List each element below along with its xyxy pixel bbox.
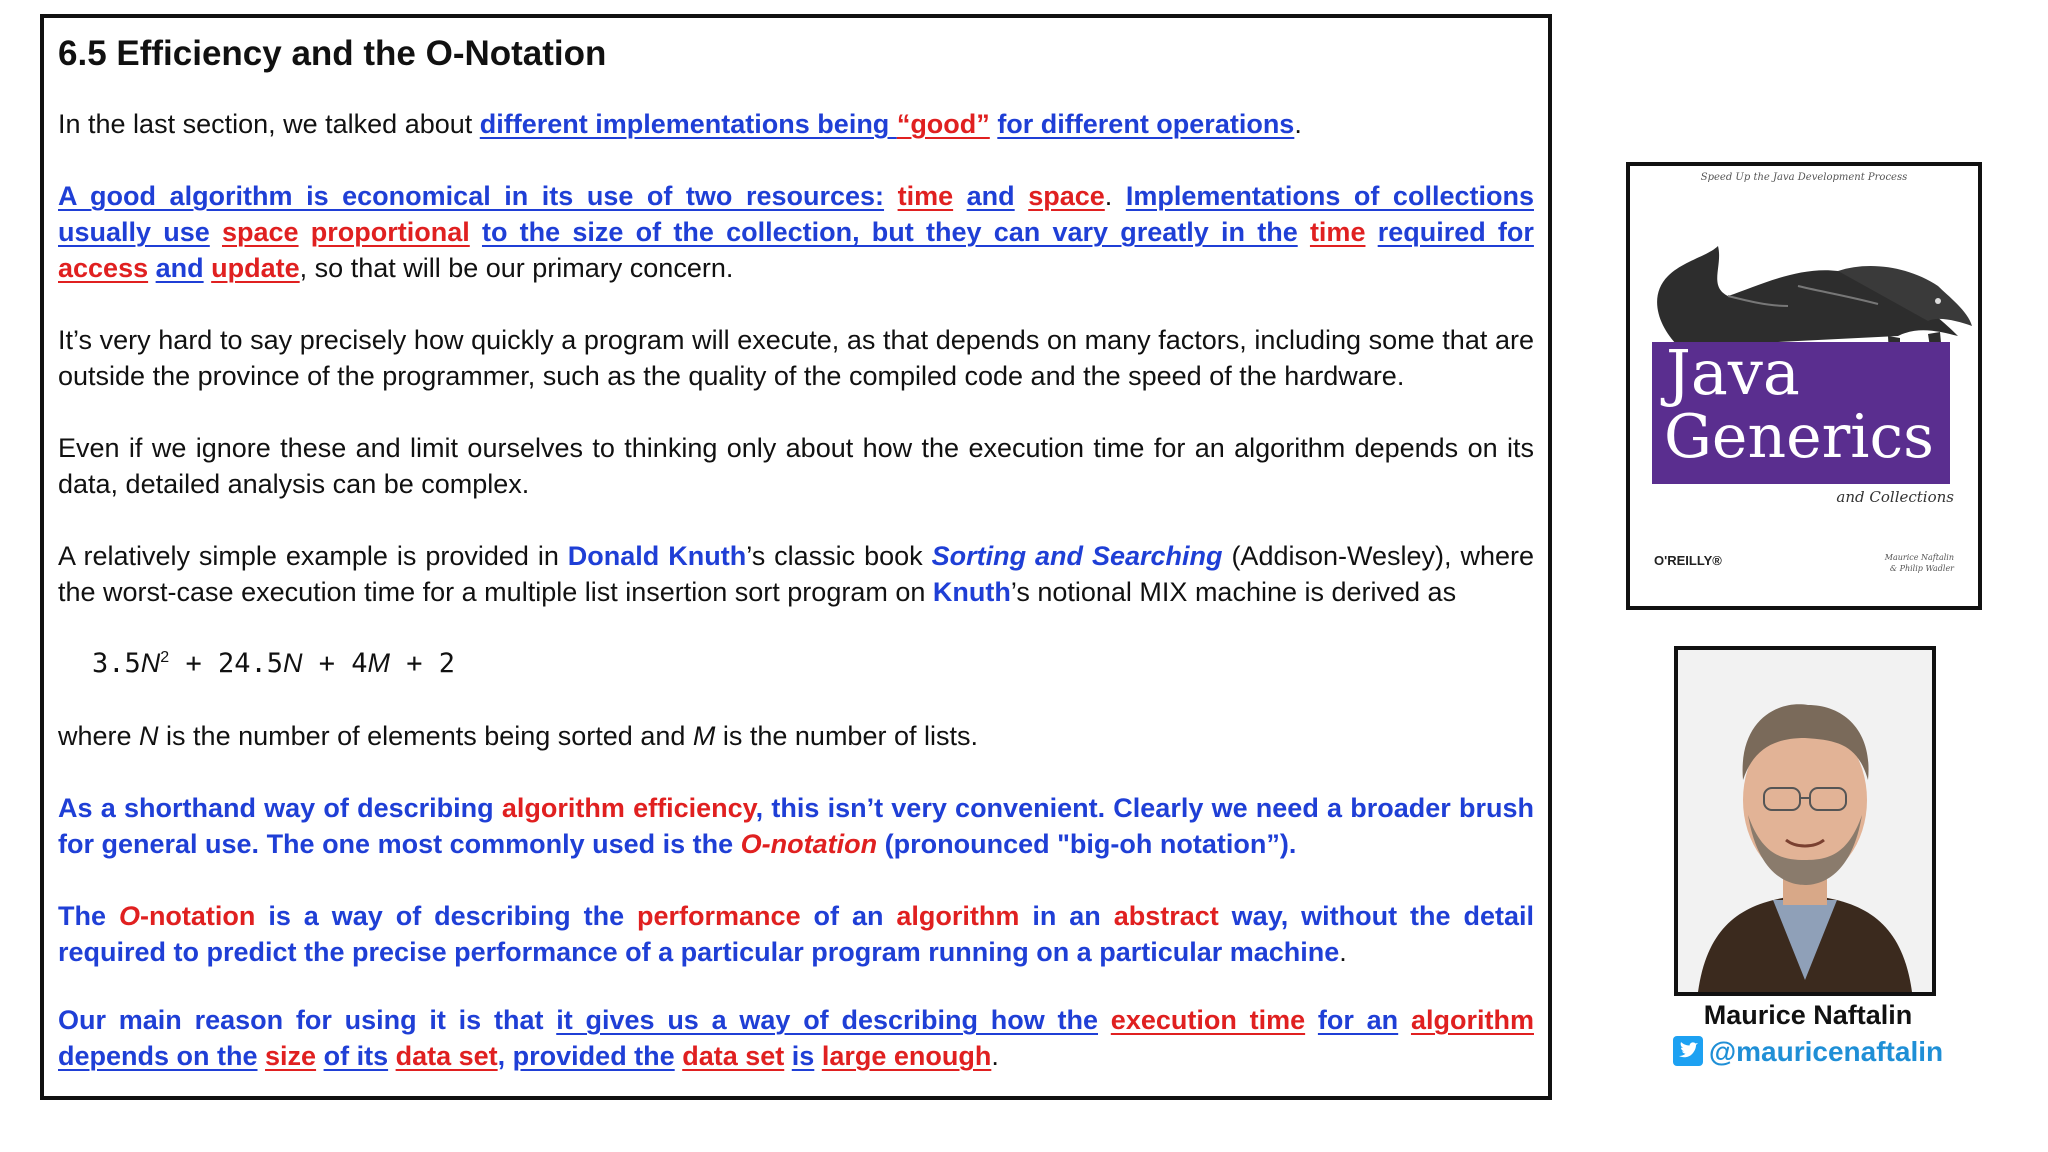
highlight-red: algorithm	[1410, 1005, 1534, 1035]
highlight-blue: it gives us a way of describing how the	[556, 1005, 1099, 1035]
book-author-2: & Philip Wadler	[1889, 564, 1954, 573]
text-span: ’s classic book	[746, 541, 932, 571]
text-span: , so that will be our primary concern.	[299, 253, 734, 283]
text-span	[1365, 217, 1377, 247]
text-span	[953, 181, 967, 211]
text-span: In the last section, we talked about	[58, 109, 480, 139]
text-span	[1098, 1005, 1111, 1035]
text-span: is a way of describing the	[255, 901, 638, 931]
formula-var: M	[367, 648, 391, 678]
highlight-blue: and	[155, 253, 204, 283]
text-span	[388, 1041, 396, 1071]
author-name-highlight: Donald Knuth	[567, 541, 747, 571]
highlight-blue: to the size of the collection, but they can vary greatly in the	[481, 217, 1298, 247]
highlight-blue: Our main reason for using it is that	[58, 1005, 557, 1035]
text-span: .	[1339, 937, 1347, 967]
highlight-red: access	[58, 253, 149, 283]
text-span	[1305, 1005, 1318, 1035]
paragraph-shorthand	[58, 790, 1534, 862]
highlight-blue: and	[966, 181, 1015, 211]
text-span: ’s notional MIX machine is derived as	[1010, 577, 1457, 607]
text-span: way, without the detail required to predict the precise performance of a particular program running on a particular machine	[58, 901, 1534, 967]
text-span: The	[58, 901, 119, 931]
twitter-handle-link[interactable]	[1630, 1036, 1986, 1068]
text-span: where	[58, 721, 140, 751]
text-span	[1298, 217, 1310, 247]
highlight-red: data set	[395, 1041, 498, 1071]
publisher-logo: O'REILLY®	[1654, 553, 1722, 568]
highlight-blue: of its	[323, 1041, 389, 1071]
text-span	[299, 217, 311, 247]
text-span	[814, 1041, 822, 1071]
highlight-red: proportional	[310, 217, 470, 247]
formula-var: N	[140, 648, 161, 678]
highlight-red: space	[222, 217, 299, 247]
book-author-1: Maurice Naftalin	[1884, 553, 1954, 562]
highlight-red: space	[1028, 181, 1105, 211]
highlight-red: size	[265, 1041, 317, 1071]
paragraph-variables	[58, 718, 1534, 754]
text-span	[470, 217, 482, 247]
text-span: of an	[800, 901, 897, 931]
book-cover-image	[1626, 162, 1982, 610]
slide-content-box	[40, 14, 1552, 1100]
formula	[92, 640, 1534, 682]
paragraph-knuth-example	[58, 538, 1534, 610]
text-span	[258, 1041, 266, 1071]
highlight-red: abstract	[1113, 901, 1219, 931]
variable-m: M	[692, 721, 716, 751]
variable-n: N	[139, 721, 159, 751]
text-span: .	[1104, 181, 1126, 211]
formula-part: + 4	[302, 648, 368, 679]
highlight-blue: for different operations	[997, 109, 1295, 139]
text-span: is the number of lists.	[715, 721, 978, 751]
highlight-red: data set	[682, 1041, 785, 1071]
text-span: in an	[1019, 901, 1114, 931]
highlight-red: performance	[637, 901, 801, 931]
highlight-blue: required for	[1377, 217, 1534, 247]
text-span: .	[991, 1041, 999, 1071]
highlight-blue: depends on the	[58, 1041, 258, 1071]
text-span: A relatively simple example is provided in	[58, 541, 568, 571]
twitter-bird-icon	[1673, 1036, 1703, 1066]
text-span	[1015, 181, 1029, 211]
section-title: 6.5 Efficiency and the O-Notation	[58, 34, 607, 73]
author-name-highlight: Knuth	[932, 577, 1011, 607]
book-subtitle: and Collections	[1836, 488, 1954, 506]
highlight-red: algorithm	[896, 901, 1020, 931]
highlight-blue: for an	[1317, 1005, 1399, 1035]
highlight-red: execution time	[1110, 1005, 1306, 1035]
author-name: Maurice Naftalin	[1703, 1000, 1913, 1030]
formula-var: N	[282, 648, 303, 678]
highlight-red: -notation	[139, 901, 256, 931]
highlight-red: “good”	[896, 109, 990, 139]
book-authors	[1885, 552, 1954, 574]
paragraph-execution-factors: It’s very hard to say precisely how quickly a program will execute, as that depends on many factors, including some that are outside the province of the programmer, such as the quality of the compiled code and the speed of the hardware.	[58, 325, 1534, 391]
text-span: ,	[497, 1041, 513, 1071]
highlight-blue: A good algorithm is economical in its use of two resources:	[58, 181, 885, 211]
formula-exponent: 2	[160, 649, 170, 666]
book-tagline: Speed Up the Java Development Process	[1700, 172, 1908, 183]
text-span: .	[1294, 109, 1302, 139]
formula-part: + 24.5	[169, 648, 283, 679]
author-portrait-illustration	[1678, 650, 1932, 992]
author-photo	[1674, 646, 1936, 996]
text-span	[148, 253, 156, 283]
text-span: is the number of elements being sorted and	[158, 721, 693, 751]
highlight-red: O-notation	[740, 829, 878, 859]
highlight-blue: is	[791, 1041, 815, 1071]
text-span: (Addison-Wesley), where the worst-case execution time for a multiple list insertion sort program on	[58, 541, 1534, 607]
text-span: As a shorthand way of describing	[58, 793, 502, 823]
highlight-blue: different implementations being	[479, 109, 897, 139]
paragraph-main-reason	[58, 1002, 1534, 1074]
book-title-line2: Generics	[1664, 402, 1934, 472]
highlight-red: O	[118, 901, 140, 931]
book-title-highlight: Sorting and Searching	[931, 541, 1223, 571]
highlight-red: update	[211, 253, 300, 283]
paragraph-o-notation	[58, 898, 1534, 970]
book-title-line1: Java	[1666, 336, 1800, 409]
formula-part: 3.5	[92, 648, 141, 679]
highlight-red: time	[1309, 217, 1366, 247]
text-span	[784, 1041, 792, 1071]
text-span	[210, 217, 222, 247]
paragraph-resources	[58, 178, 1534, 286]
text-span: , this isn’t very convenient. Clearly we need a broader brush for general use. The one most commonly used is the	[58, 793, 1534, 859]
twitter-handle-text: @mauricenaftalin	[1708, 1036, 1944, 1067]
highlight-blue: provided the	[512, 1041, 675, 1071]
highlight-red: algorithm efficiency	[501, 793, 756, 823]
text-span: (pronounced "big-oh notation”).	[877, 829, 1297, 859]
highlight-blue: Implementations of collections usually use	[58, 181, 1534, 247]
highlight-red: time	[897, 181, 954, 211]
text-span	[316, 1041, 324, 1071]
paragraph-analysis: Even if we ignore these and limit ourselves to thinking only about how the execution time for an algorithm depends on its data, detailed analysis can be complex.	[58, 433, 1534, 499]
formula-part: + 2	[390, 648, 456, 679]
paragraph-intro	[58, 106, 1534, 142]
text-span	[884, 181, 898, 211]
highlight-red: large enough	[821, 1041, 992, 1071]
text-span	[1398, 1005, 1411, 1035]
